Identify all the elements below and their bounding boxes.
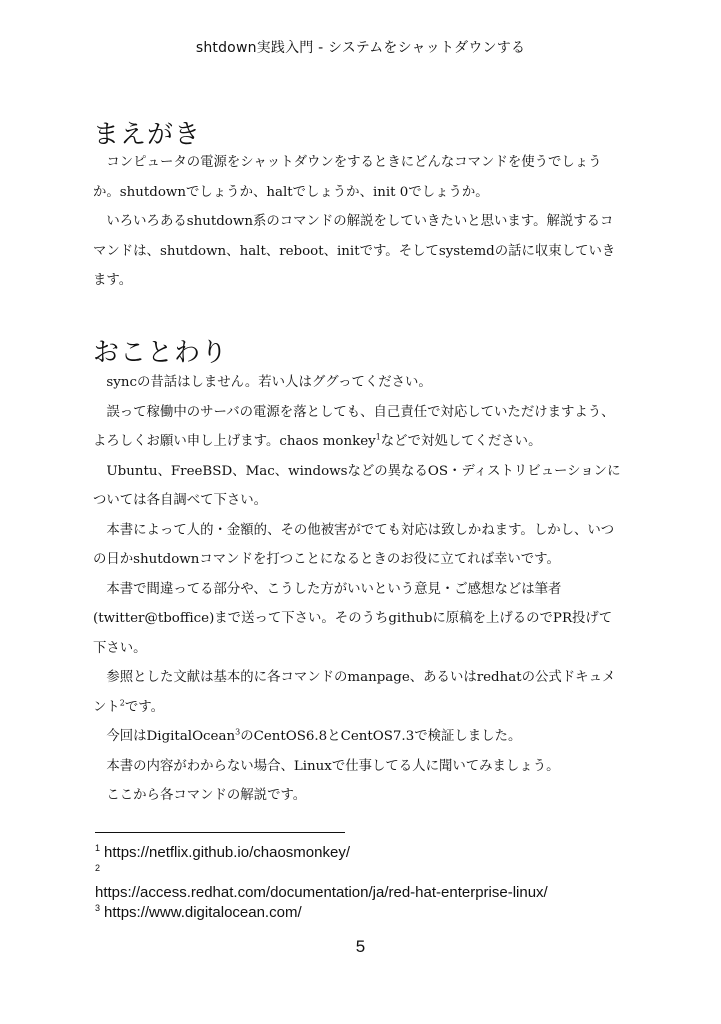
footnote-3 [95, 903, 635, 923]
footnote-ref[interactable]: 2 [119, 698, 125, 708]
paragraph-text: コンピュータの電源をシャットダウンをするときにどんなコマンドを使うでしょうか。shutdownでしょうか、haltでしょうか、init 0でしょうか。 [93, 155, 602, 200]
paragraph [93, 368, 625, 398]
footnote-2-number-line [95, 863, 635, 883]
paragraph [93, 781, 625, 811]
footnote-link[interactable]: https://www.digitalocean.com/ [104, 904, 302, 921]
footnote-ref[interactable]: 1 [375, 432, 381, 442]
paragraph [93, 752, 625, 782]
footnote-1 [95, 843, 635, 863]
section-title-disclaimer: おことわり [93, 338, 229, 368]
footnote-number: 3 [95, 903, 101, 913]
paragraph-text: 参照とした文献は基本的に各コマンドのmanpage、あるいはredhatの公式ドキュメント [93, 670, 616, 715]
section-title-preface: まえがき [93, 120, 202, 150]
running-header: shtdown実践入門 - システムをシャットダウンする [195, 40, 526, 56]
paragraph-text: 誤って稼働中のサーバの電源を落としても、自己責任で対応していただけますよう、よろしくお願い申し上げます。chaos monkey [93, 404, 615, 449]
paragraph [93, 722, 625, 752]
paragraph [93, 207, 625, 296]
paragraph-text: いろいろあるshutdown系のコマンドの解説をしていきたいと思います。解説するコマンドは、shutdown、halt、reboot、initです。そしてsystemdの話に収束していきます。 [93, 214, 616, 288]
paragraph [93, 457, 625, 516]
paragraph-text: です。 [124, 699, 164, 715]
footnote-2 [95, 883, 635, 903]
paragraph-text: 本書によって人的・金額的、その他被害がでても対応は致しかねます。しかし、いつの日かshutdownコマンドを打つことになるときのお役に立てれば幸いです。 [93, 522, 615, 567]
footnote-link[interactable]: https://netflix.github.io/chaosmonkey/ [104, 844, 350, 861]
footnote-number: 1 [95, 843, 101, 853]
paragraph [93, 516, 625, 575]
paragraph-text: ここから各コマンドの解説です。 [106, 788, 307, 803]
paragraph-text: syncの昔話はしません。若い人はググってください。 [106, 375, 432, 390]
page-number: 5 [355, 937, 366, 956]
paragraph-text: Ubuntu、FreeBSD、Mac、windowsなどの異なるOS・ディストリビューションについては各自調べて下さい。 [93, 463, 621, 508]
preface-body [93, 148, 625, 296]
paragraph-text: 本書で間違ってる部分や、こうした方がいいという意見・ご感想などは筆者(twitter@tboffice)まで送って下さい。そのうちgithubに原稿を上げるのでPR投げて下さい。 [93, 581, 613, 656]
paragraph-text: 今回はDigitalOcean [106, 729, 236, 744]
footnote-divider [95, 832, 345, 833]
footnotes [95, 843, 635, 923]
footnote-ref[interactable]: 3 [235, 727, 241, 737]
footnote-number: 2 [95, 863, 101, 873]
paragraph-text: のCentOS6.8とCentOS7.3で検証しました。 [240, 729, 522, 744]
paragraph [93, 398, 625, 457]
paragraph [93, 148, 625, 207]
paragraph-text: 本書の内容がわからない場合、Linuxで仕事してる人に聞いてみましょう。 [106, 758, 560, 774]
disclaimer-body [93, 368, 625, 811]
footnote-link[interactable]: https://access.redhat.com/documentation/ja/red-hat-enterprise-linux/ [95, 884, 548, 901]
paragraph-text: などで対処してください。 [380, 434, 542, 449]
paragraph [93, 663, 625, 722]
paragraph [93, 575, 625, 664]
